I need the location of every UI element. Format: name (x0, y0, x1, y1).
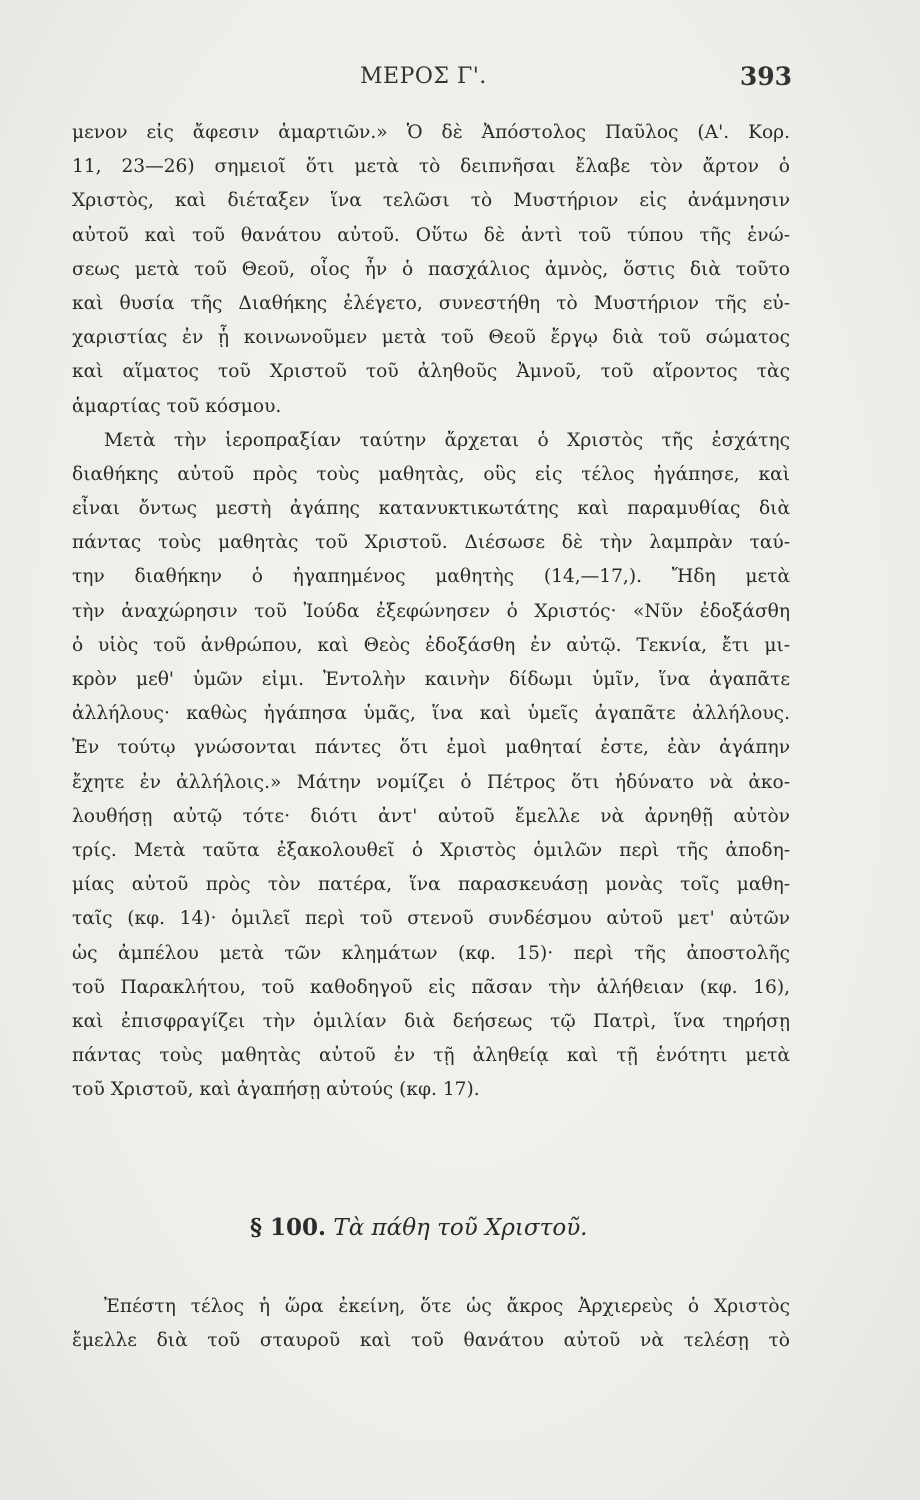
text-line: μίας αὐτοῦ πρὸς τὸν πατέρα, ἵνα παρασκευάσῃ μονὰς τοῖς μαθη- (72, 874, 790, 896)
text-line: ἀλλήλους· καθὼς ἠγάπησα ὑμᾶς, ἵνα καὶ ὑμεῖς ἀγαπᾶτε ἀλλήλους. (72, 703, 790, 725)
text-line: αὐτοῦ καὶ τοῦ θανάτου αὐτοῦ. Οὕτω δὲ ἀντὶ τοῦ τύπου τῆς ἑνώ- (72, 224, 790, 246)
text-line: καὶ ἐπισφραγίζει τὴν ὁμιλίαν διὰ δεήσεως τῷ Πατρὶ, ἵνα τηρήσῃ (72, 1010, 790, 1032)
text-line: ὁ υἱὸς τοῦ ἀνθρώπου, καὶ Θεὸς ἐδοξάσθη ἐν αὐτῷ. Τεκνία, ἔτι μι- (72, 634, 790, 656)
text-line: ὡς ἀμπέλου μετὰ τῶν κλημάτων (κφ. 15)· περὶ τῆς ἀποστολῆς (72, 942, 790, 964)
section-body-text (72, 1290, 790, 1358)
text-line: καὶ θυσία τῆς Διαθήκης ἐλέγετο, συνεστήθη τὸ Μυστήριον τῆς εὐ- (72, 292, 790, 314)
text-line: ἔμελλε διὰ τοῦ σταυροῦ καὶ τοῦ θανάτου αὐτοῦ νὰ τελέσῃ τὸ (72, 1330, 790, 1352)
section-heading (250, 1214, 588, 1241)
section-title: Τὰ πάθη τοῦ Χριστοῦ. (333, 1215, 588, 1241)
text-line: κρὸν μεθ' ὑμῶν εἰμι. Ἐντολὴν καινὴν δίδωμι ὑμῖν, ἵνα ἀγαπᾶτε (72, 669, 790, 690)
text-line: την διαθήκην ὁ ἠγαπημένος μαθητὴς (14,—17,). Ἤδη μετὰ (72, 566, 790, 588)
text-line: ταῖς (κφ. 14)· ὁμιλεῖ περὶ τοῦ στενοῦ συνδέσμου αὐτοῦ μετ' αὐτῶν (72, 908, 790, 930)
text-line: Μετὰ τὴν ἱεροπραξίαν ταύτην ἄρχεται ὁ Χριστὸς τῆς ἐσχάτης (104, 429, 790, 451)
text-line: 11, 23—26) σημειοῖ ὅτι μετὰ τὸ δειπνῆσαι ἔλαβε τὸν ἄρτον ὁ (72, 156, 790, 178)
text-line: ἔχητε ἐν ἀλλήλοις.» Μάτην νομίζει ὁ Πέτρος ὅτι ἠδύνατο νὰ ἀκο- (72, 771, 790, 793)
text-line: μενον εἰς ἄφεσιν ἁμαρτιῶν.» Ὁ δὲ Ἀπόστολος Παῦλος (Α'. Κορ. (72, 122, 790, 143)
text-line: τὴν ἀναχώρησιν τοῦ Ἰούδα ἐξεφώνησεν ὁ Χριστός· «Νῦν ἐδοξάσθη (72, 600, 790, 622)
text-line: πάντας τοὺς μαθητὰς αὐτοῦ ἐν τῇ ἀληθείᾳ καὶ τῇ ἑνότητι μετὰ (72, 1045, 790, 1067)
text-line: Χριστὸς, καὶ διέταξεν ἵνα τελῶσι τὸ Μυστήριον εἰς ἀνάμνησιν (72, 190, 790, 212)
text-line: τοῦ Παρακλήτου, τοῦ καθοδηγοῦ εἰς πᾶσαν τὴν ἀλήθειαν (κφ. 16), (72, 976, 790, 998)
text-line: Ἐπέστη τέλος ἡ ὥρα ἐκείνη, ὅτε ὡς ἄκρος Ἀρχιερεὺς ὁ Χριστὸς (104, 1296, 790, 1317)
body-text (72, 116, 790, 1107)
text-line: Ἐν τούτῳ γνώσονται πάντες ὅτι ἐμοὶ μαθηταί ἐστε, ἐὰν ἀγάπην (72, 737, 790, 759)
text-line: τοῦ Χριστοῦ, καὶ ἀγαπήσῃ αὐτούς (κφ. 17). (72, 1079, 480, 1101)
text-line: λουθήσῃ αὐτῷ τότε· διότι ἀντ' αὐτοῦ ἔμελλε νὰ ἀρνηθῇ αὐτὸν (72, 805, 790, 827)
text-line: χαριστίας ἐν ᾗ κοινωνοῦμεν μετὰ τοῦ Θεοῦ ἔργῳ διὰ τοῦ σώματος (72, 327, 790, 349)
page-number: 393 (739, 62, 792, 91)
text-line: καὶ αἵματος τοῦ Χριστοῦ τοῦ ἀληθοῦς Ἀμνοῦ, τοῦ αἴροντος τὰς (72, 361, 790, 383)
text-line: διαθήκης αὐτοῦ πρὸς τοὺς μαθητὰς, οὓς εἰς τέλος ἠγάπησε, καὶ (72, 463, 790, 485)
text-line: τρίς. Μετὰ ταῦτα ἐξακολουθεῖ ὁ Χριστὸς ὁμιλῶν περὶ τῆς ἀποδη- (72, 839, 790, 861)
running-head: ΜΕΡΟΣ Γ'. (360, 64, 487, 89)
text-line: σεως μετὰ τοῦ Θεοῦ, οἷος ἦν ὁ πασχάλιος ἀμνὸς, ὅστις διὰ τοῦτο (72, 258, 790, 280)
section-number: § 100. (250, 1214, 327, 1241)
text-line: ἁμαρτίας τοῦ κόσμου. (72, 395, 282, 417)
text-line: πάντας τοὺς μαθητὰς τοῦ Χριστοῦ. Διέσωσε δὲ τὴν λαμπρὰν ταύ- (72, 532, 790, 554)
text-line: εἶναι ὄντως μεστὴ ἀγάπης κατανυκτικωτάτης καὶ παραμυθίας διὰ (72, 498, 790, 520)
